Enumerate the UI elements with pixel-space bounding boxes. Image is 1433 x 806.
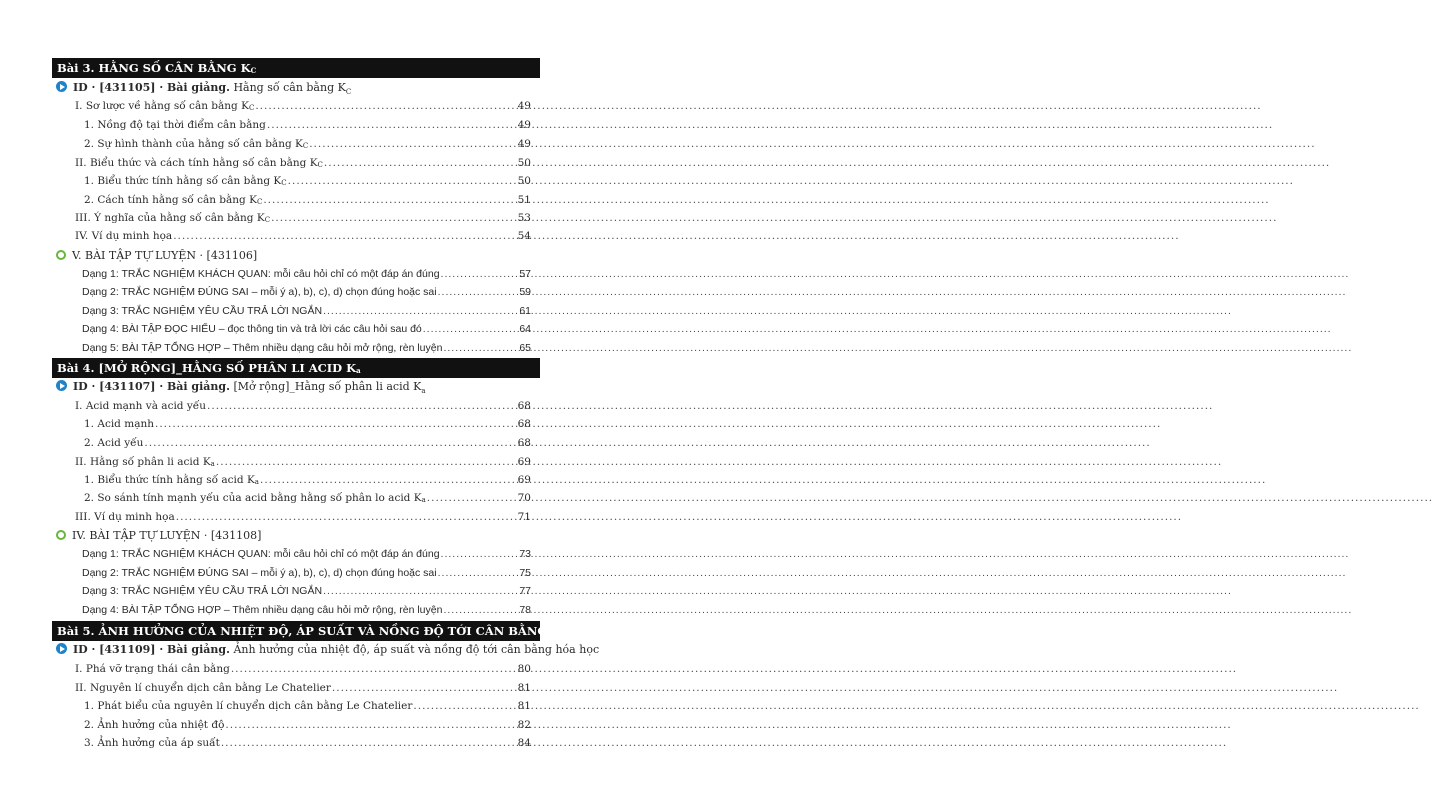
dot-leader: [176, 509, 517, 526]
ring-bullet-icon: [56, 250, 66, 260]
dot-leader: [309, 136, 516, 153]
dot-leader: [267, 117, 517, 134]
toc-entry[interactable]: Dạng 4: BÀI TẬP TỔNG HỢP – Thêm nhiều dạng câu hỏi mở rộng, rèn luyện ..... 78: [82, 602, 531, 619]
lecture-heading[interactable]: ID · [431107] · Bài giảng. [Mở rộng]_Hằng số phân li acid $K_a$: [56, 378, 536, 396]
play-circle-icon: [56, 380, 67, 391]
dot-leader: [423, 321, 519, 338]
toc-entry[interactable]: II. Hằng số phân li acid $K_a$ ..... 69: [75, 454, 531, 471]
page-number: 49: [517, 119, 531, 131]
dot-leader: [207, 398, 517, 415]
page-number: 54: [517, 230, 531, 242]
page-number: 84: [517, 737, 531, 749]
page-number: 82: [517, 719, 531, 731]
dot-leader: [225, 717, 516, 734]
toc-entry[interactable]: Dạng 1: TRẮC NGHIỆM KHÁCH QUAN: mỗi câu hỏi chỉ có một đáp án đúng ..... 73: [82, 546, 531, 563]
dot-leader: [216, 454, 517, 471]
dot-leader: [441, 546, 519, 563]
page-number: 81: [517, 700, 531, 712]
toc-entry[interactable]: 1. Biểu thức tính hằng số acid $K_a$ ..... 69: [84, 472, 531, 489]
toc-entry[interactable]: I. Phá vỡ trạng thái cân bằng ..... 80: [75, 661, 531, 678]
dot-leader: [443, 340, 518, 357]
toc-entry[interactable]: Dạng 5: BÀI TẬP TỔNG HỢP – Thêm nhiều dạng câu hỏi mở rộng, rèn luyện ..... 65: [82, 340, 531, 357]
page-number: 64: [519, 323, 531, 335]
page-number: 50: [517, 157, 531, 169]
toc-entry[interactable]: 1. Acid mạnh ..... 68: [84, 416, 531, 433]
toc-entry[interactable]: I. Sơ lược về hằng số cân bằng $K_C$ ..... 49: [75, 98, 531, 115]
toc-entry[interactable]: 2. Sự hình thành của hằng số cân bằng $K_C$ ..... 49: [84, 136, 531, 153]
section-header-bai-3: Bài 3. HẰNG SỐ CÂN BẰNG $K_C$: [52, 58, 540, 78]
toc-entry[interactable]: Dạng 4: BÀI TẬP ĐỌC HIỂU – đọc thông tin và trả lời các câu hỏi sau đó ..... 64: [82, 321, 531, 338]
page-number: 69: [517, 474, 531, 486]
page-number: 53: [517, 212, 531, 224]
toc-entry[interactable]: II. Nguyên lí chuyển dịch cân bằng Le Chatelier ..... 81: [75, 680, 531, 697]
dot-leader: [155, 416, 517, 433]
table-of-contents-page: [0, 0, 616, 806]
page-number: 68: [517, 437, 531, 449]
section-header-bai-4: Bài 4. [MỞ RỘNG]_HẰNG SỐ PHÂN LI ACID $K_a$: [52, 358, 540, 378]
toc-entry[interactable]: 2. Ảnh hưởng của nhiệt độ ..... 82: [84, 717, 531, 734]
page-number: 50: [517, 175, 531, 187]
section-header-bai-5: Bài 5. ẢNH HƯỞNG CỦA NHIỆT ĐỘ, ÁP SUẤT VÀ NỒNG ĐỘ TỚI CÂN BẰNG HÓA HỌC: [52, 621, 540, 641]
toc-entry[interactable]: Dạng 2: TRẮC NGHIỆM ĐÚNG SAI – mỗi ý a), b), c), d) chọn đúng hoặc sai ..... 75: [82, 565, 531, 582]
page-number: 65: [519, 342, 531, 354]
page-number: 77: [519, 585, 531, 597]
exercise-heading[interactable]: IV. BÀI TẬP TỰ LUYỆN · [431108]: [56, 527, 536, 545]
toc-entry[interactable]: IV. Ví dụ minh họa ..... 54: [75, 228, 531, 245]
dot-leader: [332, 680, 517, 697]
toc-entry[interactable]: 2. So sánh tính mạnh yếu của acid bằng hằng số phân lo acid $K_a$ ..... 70: [84, 490, 531, 507]
play-circle-icon: [56, 643, 67, 654]
toc-entry[interactable]: I. Acid mạnh và acid yếu ..... 68: [75, 398, 531, 415]
page-number: 51: [517, 194, 531, 206]
toc-entry[interactable]: II. Biểu thức và cách tính hằng số cân bằng $K_C$ ..... 50: [75, 155, 531, 172]
toc-entry[interactable]: Dạng 3: TRẮC NGHIỆM YÊU CẦU TRẢ LỜI NGẮN ..... 77: [82, 583, 531, 600]
toc-entry[interactable]: III. Ý nghĩa của hằng số cân bằng $K_C$ ..... 53: [75, 210, 531, 227]
dot-leader: [173, 228, 516, 245]
lecture-heading[interactable]: ID · [431105] · Bài giảng. Hằng số cân bằng $K_C$: [56, 79, 536, 97]
page-number: 69: [517, 456, 531, 468]
page-number: 81: [517, 682, 531, 694]
dot-leader: [438, 284, 519, 301]
dot-leader: [255, 98, 516, 115]
page-number: 78: [519, 604, 531, 616]
dot-leader: [324, 155, 517, 172]
toc-entry[interactable]: Dạng 3: TRẮC NGHIỆM YÊU CẦU TRẢ LỜI NGẮN ..... 61: [82, 303, 531, 320]
dot-leader: [231, 661, 517, 678]
page-number: 71: [517, 511, 531, 523]
toc-entry[interactable]: 3. Ảnh hưởng của áp suất ..... 84: [84, 735, 531, 752]
exercise-heading[interactable]: V. BÀI TẬP TỰ LUYỆN · [431106]: [56, 247, 536, 265]
dot-leader: [260, 472, 517, 489]
toc-entry[interactable]: III. Ví dụ minh họa ..... 71: [75, 509, 531, 526]
dot-leader: [288, 173, 517, 190]
toc-entry[interactable]: Dạng 2: TRẮC NGHIỆM ĐÚNG SAI – mỗi ý a), b), c), d) chọn đúng hoặc sai ..... 59: [82, 284, 531, 301]
dot-leader: [427, 490, 517, 507]
dot-leader: [443, 602, 518, 619]
dot-leader: [438, 565, 519, 582]
page-number: 80: [517, 663, 531, 675]
page-number: 59: [519, 286, 531, 298]
toc-entry[interactable]: Dạng 1: TRẮC NGHIỆM KHÁCH QUAN: mỗi câu hỏi chỉ có một đáp án đúng ..... 57: [82, 266, 531, 283]
dot-leader: [441, 266, 519, 283]
lecture-heading[interactable]: ID · [431109] · Bài giảng. Ảnh hưởng của nhiệt độ, áp suất và nồng độ tới cân bằng hóa học: [56, 641, 536, 659]
dot-leader: [144, 435, 516, 452]
ring-bullet-icon: [56, 530, 66, 540]
page-number: 61: [519, 305, 531, 317]
toc-entry[interactable]: 1. Biểu thức tính hằng số cân bằng $K_C$ ..... 50: [84, 173, 531, 190]
toc-entry[interactable]: 1. Nồng độ tại thời điểm cân bằng ..... 49: [84, 117, 531, 134]
dot-leader: [323, 303, 518, 320]
page-number: 57: [519, 268, 531, 280]
page-number: 49: [517, 100, 531, 112]
page-number: 73: [519, 548, 531, 560]
toc-entry[interactable]: 2. Acid yếu ..... 68: [84, 435, 531, 452]
page-number: 70: [517, 492, 531, 504]
page-number: 68: [517, 418, 531, 430]
page-number: 75: [519, 567, 531, 579]
dot-leader: [271, 210, 517, 227]
play-circle-icon: [56, 81, 67, 92]
toc-entry[interactable]: 2. Cách tính hằng số cân bằng $K_C$ ..... 51: [84, 192, 531, 209]
dot-leader: [221, 735, 517, 752]
dot-leader: [413, 698, 516, 715]
page-number: 49: [517, 138, 531, 150]
dot-leader: [323, 583, 518, 600]
toc-entry[interactable]: 1. Phát biểu của nguyên lí chuyển dịch cân bằng Le Chatelier ..... 81: [84, 698, 531, 715]
dot-leader: [263, 192, 516, 209]
page-number: 68: [517, 400, 531, 412]
